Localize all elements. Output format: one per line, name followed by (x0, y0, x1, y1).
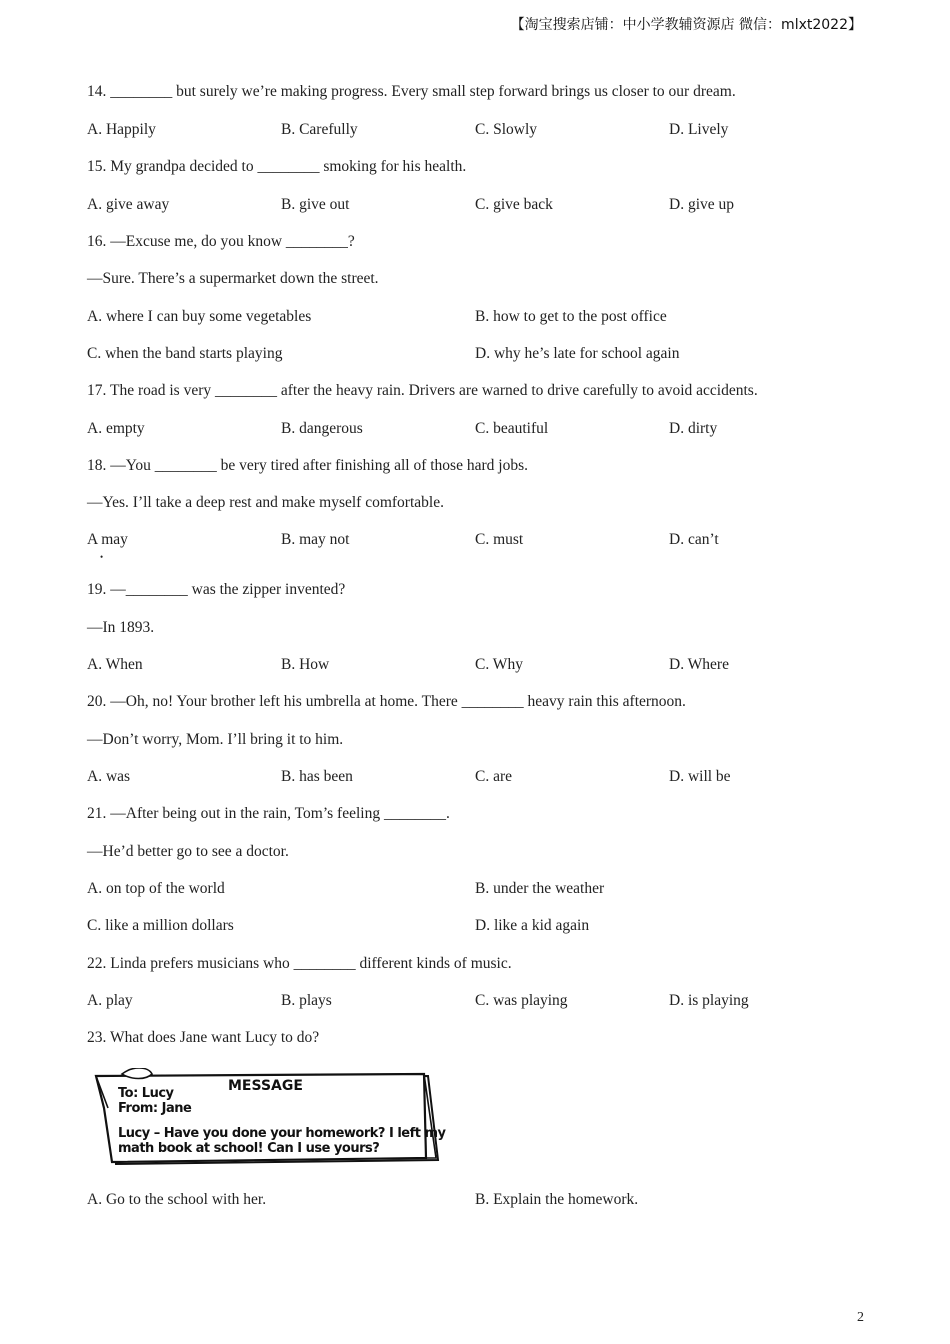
q22-option-b: B. plays (281, 992, 332, 1009)
q21-option-d: D. like a kid again (475, 917, 590, 934)
q15-option-b: B. give out (281, 196, 350, 213)
question-14-stem: 14. ________ but surely we’re making progress. Every small step forward brings us closer to our dream. (87, 83, 736, 100)
q15-option-c: C. give back (475, 196, 553, 213)
q15-option-a: A. give away (87, 196, 170, 213)
q18-option-c: C. must (475, 531, 524, 548)
message-from: From: Jane (118, 1101, 192, 1116)
q17-option-c: C. beautiful (475, 420, 549, 437)
q14-option-a: A. Happily (87, 121, 156, 138)
question-20-stem: 20. —Oh, no! Your brother left his umbrella at home. There ________ heavy rain this afternoon. (87, 693, 686, 710)
question-20-reply: —Don’t worry, Mom. I’ll bring it to him. (87, 731, 344, 748)
q16-option-c: C. when the band starts playing (87, 345, 283, 362)
q20-option-d: D. will be (669, 768, 731, 785)
q22-option-a: A. play (87, 992, 133, 1009)
q17-option-b: B. dangerous (281, 420, 363, 437)
q17-option-d: D. dirty (669, 420, 718, 437)
question-19-reply: —In 1893. (87, 619, 155, 636)
q20-option-b: B. has been (281, 768, 353, 785)
q20-option-c: C. are (475, 768, 513, 785)
q22-option-c: C. was playing (475, 992, 568, 1009)
q20-option-a: A. was (87, 768, 131, 785)
q18-option-b: B. may not (281, 531, 350, 548)
question-16-stem: 16. —Excuse me, do you know ________? (87, 233, 355, 250)
question-18-reply: —Yes. I’ll take a deep rest and make myself comfortable. (87, 494, 444, 511)
page-number: 2 (857, 1310, 864, 1325)
page-header: 【淘宝搜索店铺：中小学教辅资源店 微信：mlxt2022】 (510, 17, 862, 33)
message-to: To: Lucy (118, 1086, 174, 1101)
q15-option-d: D. give up (669, 196, 735, 213)
question-19-stem: 19. —________ was the zipper invented? (87, 581, 346, 598)
q21-option-a: A. on top of the world (87, 880, 225, 897)
message-note-image (92, 1068, 446, 1168)
q16-option-a: A. where I can buy some vegetables (87, 308, 312, 325)
question-16-reply: —Sure. There’s a supermarket down the street. (87, 270, 379, 287)
message-title: MESSAGE (228, 1078, 303, 1094)
stray-dot-mark: • (100, 552, 104, 562)
q19-option-d: D. Where (669, 656, 729, 673)
q22-option-d: D. is playing (669, 992, 749, 1009)
question-21-reply: —He’d better go to see a doctor. (87, 843, 289, 860)
q17-option-a: A. empty (87, 420, 145, 437)
q23-option-b: B. Explain the homework. (475, 1191, 639, 1208)
question-23-stem: 23. What does Jane want Lucy to do? (87, 1029, 320, 1046)
question-22-stem: 22. Linda prefers musicians who ________ different kinds of music. (87, 955, 512, 972)
q14-option-c: C. Slowly (475, 121, 538, 138)
q21-option-b: B. under the weather (475, 880, 605, 897)
question-21-stem: 21. —After being out in the rain, Tom’s feeling ________. (87, 805, 450, 822)
q21-option-c: C. like a million dollars (87, 917, 234, 934)
q19-option-c: C. Why (475, 656, 523, 673)
q14-option-b: B. Carefully (281, 121, 358, 138)
message-body-line-2: math book at school! Can I use yours? (118, 1141, 380, 1156)
q18-option-d: D. can’t (669, 531, 719, 548)
q23-option-a: A. Go to the school with her. (87, 1191, 267, 1208)
question-15-stem: 15. My grandpa decided to ________ smoking for his health. (87, 158, 467, 175)
question-17-stem: 17. The road is very ________ after the heavy rain. Drivers are warned to drive carefully to avoid accidents. (87, 382, 758, 399)
message-body-line-1: Lucy – Have you done your homework? I left my (118, 1126, 446, 1141)
q18-option-a: A may (87, 531, 128, 548)
q19-option-b: B. How (281, 656, 330, 673)
question-18-stem: 18. —You ________ be very tired after finishing all of those hard jobs. (87, 457, 528, 474)
q14-option-d: D. Lively (669, 121, 729, 138)
q19-option-a: A. When (87, 656, 143, 673)
q16-option-b: B. how to get to the post office (475, 308, 667, 325)
q16-option-d: D. why he’s late for school again (475, 345, 680, 362)
